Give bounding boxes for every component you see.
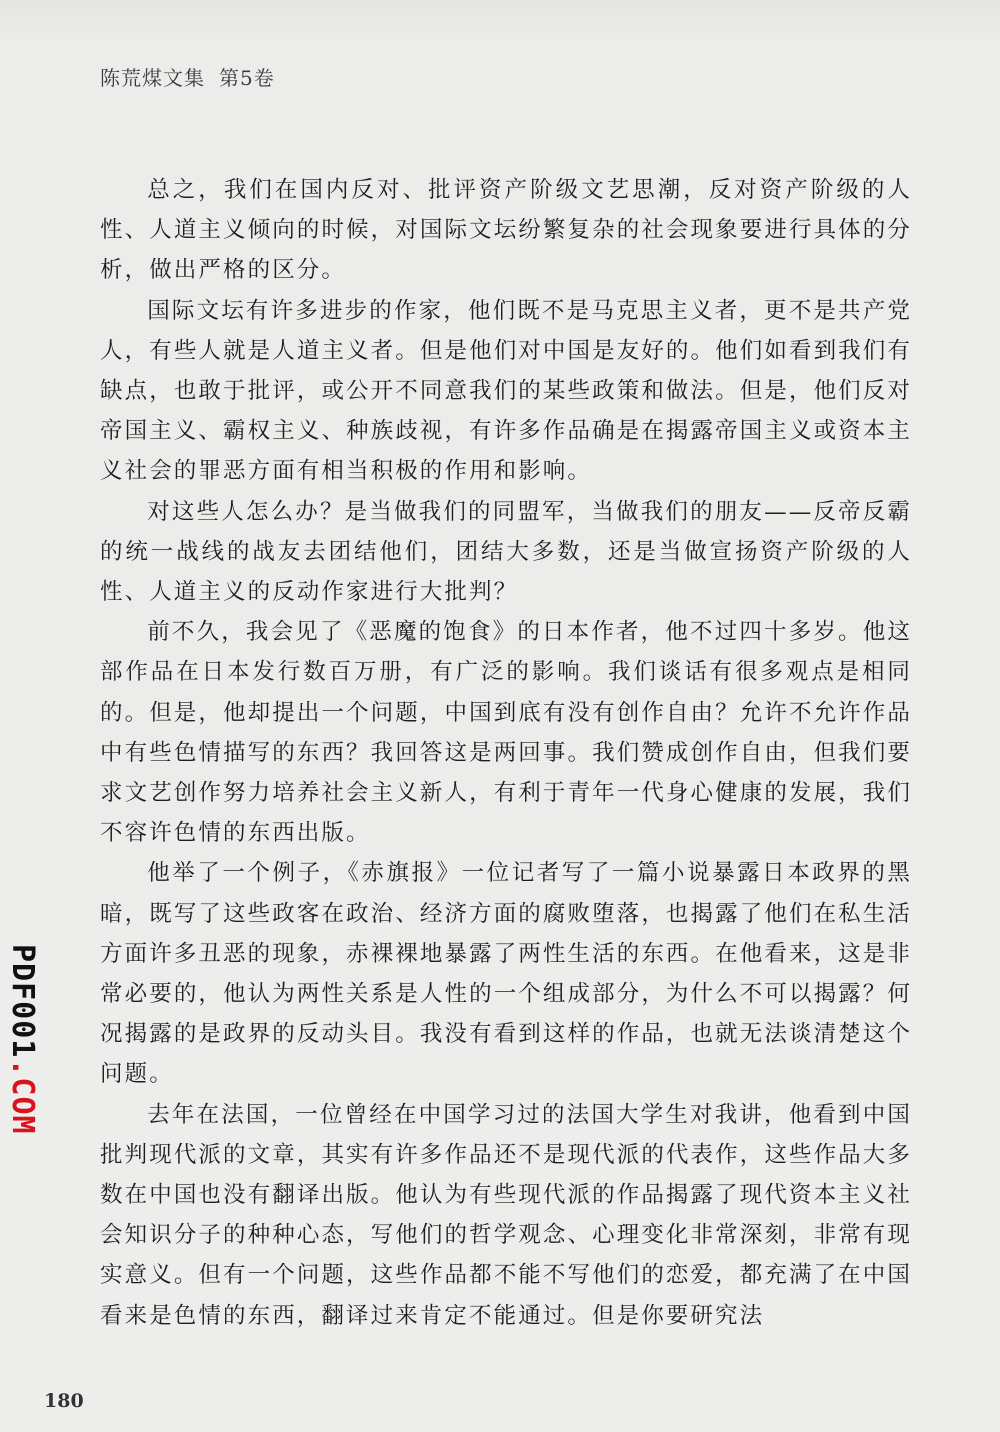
paragraph: 国际文坛有许多进步的作家，他们既不是马克思主义者，更不是共产党人，有些人就是人道主义者。但是他们对中国是友好的。他们如看到我们有缺点，也敢于批评，或公开不同意我们的某些政策和做法。但是，他们反对帝国主义、霸权主义、种族歧视，有许多作品确是在揭露帝国主义或资本主义社会的罪恶方面有相当积极的作用和影响。 [100, 297, 912, 485]
running-head [100, 62, 275, 91]
watermark-text-accent: .COM [5, 1058, 40, 1135]
watermark [4, 944, 40, 1144]
paragraph: 他举了一个例子，《赤旗报》一位记者写了一篇小说暴露日本政界的黑暗，既写了这些政客在政治、经济方面的腐败堕落，也揭露了他们在私生活方面许多丑恶的现象，赤裸裸地暴露了两性生活的东西。在他看来，这是非常必要的，他认为两性关系是人性的一个组成部分，为什么不可以揭露？何况揭露的是政界的反动头目。我没有看到这样的作品，也就无法谈清楚这个问题。 [100, 860, 912, 1088]
body-text [100, 170, 912, 1336]
paragraph: 对这些人怎么办？是当做我们的同盟军，当做我们的朋友——反帝反霸的统一战线的战友去团结他们，团结大多数，还是当做宣扬资产阶级的人性、人道主义的反动作家进行大批判？ [100, 498, 912, 606]
paragraph: 前不久，我会见了《恶魔的饱食》的日本作者，他不过四十多岁。他这部作品在日本发行数百万册，有广泛的影响。我们谈话有很多观点是相同的。但是，他却提出一个问题，中国到底有没有创作自由？允许不允许作品中有些色情描写的东西？我回答这是两回事。我们赞成创作自由，但我们要求文艺创作努力培养社会主义新人，有利于青年一代身心健康的发展，我们不容许色情的东西出版。 [100, 619, 912, 847]
page-number: 180 [44, 1390, 84, 1412]
paragraph: 去年在法国，一位曾经在中国学习过的法国大学生对我讲，他看到中国批判现代派的文章，其实有许多作品还不是现代派的代表作，这些作品大多数在中国也没有翻译出版。他认为有些现代派的作品揭露了现代资本主义社会知识分子的种种心态，写他们的哲学观念、心理变化非常深刻，非常有现实意义。但有一个问题，这些作品都不能不写他们的恋爱，都充满了在中国看来是色情的东西，翻译过来肯定不能通过。但是你要研究法 [100, 1101, 912, 1329]
volume-label: 第5卷 [219, 66, 275, 90]
paragraph: 总之，我们在国内反对、批评资产阶级文艺思潮，反对资产阶级的人性、人道主义倾向的时候，对国际文坛纷繁复杂的社会现象要进行具体的分析，做出严格的区分。 [100, 177, 912, 284]
book-title: 陈荒煤文集 [100, 66, 205, 90]
watermark-text-main: PDF001 [5, 944, 40, 1059]
